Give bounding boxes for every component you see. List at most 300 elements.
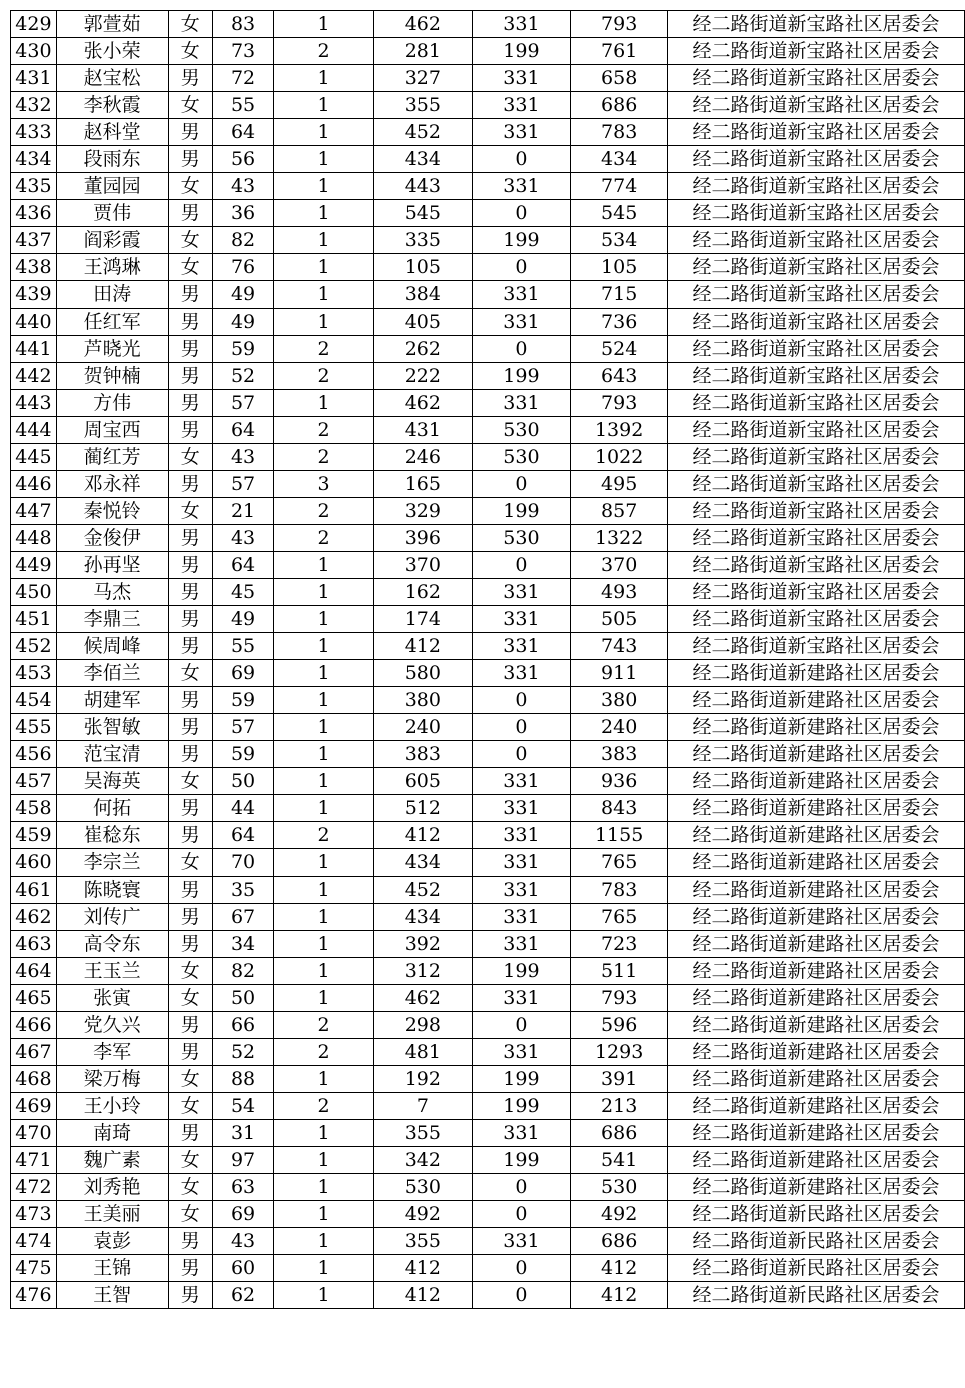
amount-b-cell: 199 xyxy=(472,1065,571,1092)
total-amount-cell: 412 xyxy=(571,1255,668,1282)
community-committee-cell: 经二路街道新宝路社区居委会 xyxy=(668,92,965,119)
row-number-cell: 471 xyxy=(11,1146,57,1173)
gender-cell: 男 xyxy=(168,687,212,714)
household-size-cell: 1 xyxy=(274,957,374,984)
name-cell: 王锦 xyxy=(56,1255,168,1282)
community-committee-cell: 经二路街道新民路社区居委会 xyxy=(668,1228,965,1255)
name-cell: 段雨东 xyxy=(56,146,168,173)
row-number-cell: 462 xyxy=(11,903,57,930)
name-cell: 王美丽 xyxy=(56,1201,168,1228)
total-amount-cell: 765 xyxy=(571,849,668,876)
row-number-cell: 434 xyxy=(11,146,57,173)
table-row xyxy=(11,173,965,200)
household-size-cell: 1 xyxy=(274,741,374,768)
community-committee-cell: 经二路街道新宝路社区居委会 xyxy=(668,443,965,470)
amount-a-cell: 412 xyxy=(374,633,473,660)
household-size-cell: 1 xyxy=(274,578,374,605)
name-cell: 吴海英 xyxy=(56,768,168,795)
total-amount-cell: 643 xyxy=(571,362,668,389)
amount-a-cell: 530 xyxy=(374,1174,473,1201)
gender-cell: 男 xyxy=(168,1038,212,1065)
name-cell: 范宝清 xyxy=(56,741,168,768)
age-cell: 72 xyxy=(212,65,273,92)
total-amount-cell: 1155 xyxy=(571,822,668,849)
age-cell: 50 xyxy=(212,984,273,1011)
age-cell: 34 xyxy=(212,930,273,957)
amount-b-cell: 0 xyxy=(472,1011,571,1038)
table-row xyxy=(11,903,965,930)
age-cell: 76 xyxy=(212,254,273,281)
community-committee-cell: 经二路街道新建路社区居委会 xyxy=(668,741,965,768)
community-committee-cell: 经二路街道新民路社区居委会 xyxy=(668,1255,965,1282)
household-size-cell: 1 xyxy=(274,200,374,227)
row-number-cell: 454 xyxy=(11,687,57,714)
total-amount-cell: 658 xyxy=(571,65,668,92)
table-row xyxy=(11,1282,965,1309)
household-size-cell: 1 xyxy=(274,146,374,173)
community-committee-cell: 经二路街道新宝路社区居委会 xyxy=(668,497,965,524)
table-row xyxy=(11,281,965,308)
table-body xyxy=(11,11,965,1309)
household-size-cell: 1 xyxy=(274,633,374,660)
community-committee-cell: 经二路街道新建路社区居委会 xyxy=(668,1146,965,1173)
row-number-cell: 464 xyxy=(11,957,57,984)
gender-cell: 男 xyxy=(168,903,212,930)
row-number-cell: 470 xyxy=(11,1119,57,1146)
table-row xyxy=(11,741,965,768)
gender-cell: 女 xyxy=(168,1174,212,1201)
community-committee-cell: 经二路街道新建路社区居委会 xyxy=(668,1119,965,1146)
amount-a-cell: 462 xyxy=(374,389,473,416)
community-committee-cell: 经二路街道新建路社区居委会 xyxy=(668,903,965,930)
age-cell: 35 xyxy=(212,876,273,903)
age-cell: 43 xyxy=(212,1228,273,1255)
amount-a-cell: 412 xyxy=(374,1282,473,1309)
gender-cell: 女 xyxy=(168,1092,212,1119)
name-cell: 王小玲 xyxy=(56,1092,168,1119)
total-amount-cell: 723 xyxy=(571,930,668,957)
amount-a-cell: 355 xyxy=(374,1228,473,1255)
community-committee-cell: 经二路街道新宝路社区居委会 xyxy=(668,254,965,281)
table-row xyxy=(11,660,965,687)
age-cell: 64 xyxy=(212,551,273,578)
amount-a-cell: 580 xyxy=(374,660,473,687)
total-amount-cell: 793 xyxy=(571,389,668,416)
amount-b-cell: 331 xyxy=(472,768,571,795)
gender-cell: 男 xyxy=(168,1255,212,1282)
table-row xyxy=(11,633,965,660)
row-number-cell: 466 xyxy=(11,1011,57,1038)
amount-a-cell: 396 xyxy=(374,524,473,551)
community-committee-cell: 经二路街道新建路社区居委会 xyxy=(668,660,965,687)
age-cell: 57 xyxy=(212,389,273,416)
row-number-cell: 449 xyxy=(11,551,57,578)
name-cell: 李秋霞 xyxy=(56,92,168,119)
table-row xyxy=(11,1011,965,1038)
community-committee-cell: 经二路街道新建路社区居委会 xyxy=(668,714,965,741)
amount-a-cell: 452 xyxy=(374,119,473,146)
total-amount-cell: 492 xyxy=(571,1201,668,1228)
total-amount-cell: 524 xyxy=(571,335,668,362)
community-committee-cell: 经二路街道新建路社区居委会 xyxy=(668,795,965,822)
household-size-cell: 3 xyxy=(274,470,374,497)
total-amount-cell: 686 xyxy=(571,1228,668,1255)
community-committee-cell: 经二路街道新建路社区居委会 xyxy=(668,849,965,876)
amount-a-cell: 412 xyxy=(374,1255,473,1282)
amount-a-cell: 605 xyxy=(374,768,473,795)
table-row xyxy=(11,389,965,416)
amount-b-cell: 331 xyxy=(472,606,571,633)
name-cell: 李佰兰 xyxy=(56,660,168,687)
household-size-cell: 1 xyxy=(274,281,374,308)
amount-b-cell: 331 xyxy=(472,849,571,876)
community-committee-cell: 经二路街道新宝路社区居委会 xyxy=(668,389,965,416)
amount-a-cell: 405 xyxy=(374,308,473,335)
row-number-cell: 468 xyxy=(11,1065,57,1092)
age-cell: 66 xyxy=(212,1011,273,1038)
age-cell: 57 xyxy=(212,714,273,741)
age-cell: 21 xyxy=(212,497,273,524)
total-amount-cell: 545 xyxy=(571,200,668,227)
amount-a-cell: 383 xyxy=(374,741,473,768)
age-cell: 49 xyxy=(212,281,273,308)
total-amount-cell: 412 xyxy=(571,1282,668,1309)
row-number-cell: 473 xyxy=(11,1201,57,1228)
amount-b-cell: 199 xyxy=(472,957,571,984)
amount-b-cell: 199 xyxy=(472,1092,571,1119)
row-number-cell: 433 xyxy=(11,119,57,146)
household-size-cell: 1 xyxy=(274,227,374,254)
community-committee-cell: 经二路街道新宝路社区居委会 xyxy=(668,335,965,362)
row-number-cell: 438 xyxy=(11,254,57,281)
name-cell: 候周峰 xyxy=(56,633,168,660)
amount-a-cell: 481 xyxy=(374,1038,473,1065)
gender-cell: 女 xyxy=(168,173,212,200)
amount-a-cell: 384 xyxy=(374,281,473,308)
household-size-cell: 2 xyxy=(274,443,374,470)
community-committee-cell: 经二路街道新建路社区居委会 xyxy=(668,957,965,984)
table-row xyxy=(11,714,965,741)
total-amount-cell: 495 xyxy=(571,470,668,497)
household-size-cell: 2 xyxy=(274,335,374,362)
row-number-cell: 439 xyxy=(11,281,57,308)
gender-cell: 女 xyxy=(168,1146,212,1173)
community-committee-cell: 经二路街道新建路社区居委会 xyxy=(668,1092,965,1119)
amount-a-cell: 312 xyxy=(374,957,473,984)
gender-cell: 男 xyxy=(168,200,212,227)
amount-a-cell: 434 xyxy=(374,146,473,173)
age-cell: 56 xyxy=(212,146,273,173)
data-table xyxy=(10,10,965,1309)
table-row xyxy=(11,11,965,38)
amount-b-cell: 530 xyxy=(472,416,571,443)
gender-cell: 男 xyxy=(168,416,212,443)
name-cell: 崔稔东 xyxy=(56,822,168,849)
name-cell: 高令东 xyxy=(56,930,168,957)
name-cell: 赵科堂 xyxy=(56,119,168,146)
total-amount-cell: 1322 xyxy=(571,524,668,551)
amount-a-cell: 462 xyxy=(374,984,473,1011)
gender-cell: 女 xyxy=(168,38,212,65)
total-amount-cell: 511 xyxy=(571,957,668,984)
gender-cell: 男 xyxy=(168,578,212,605)
amount-b-cell: 199 xyxy=(472,1146,571,1173)
table-row xyxy=(11,606,965,633)
age-cell: 49 xyxy=(212,308,273,335)
gender-cell: 男 xyxy=(168,470,212,497)
household-size-cell: 1 xyxy=(274,308,374,335)
age-cell: 43 xyxy=(212,443,273,470)
name-cell: 陈晓寰 xyxy=(56,876,168,903)
gender-cell: 男 xyxy=(168,1119,212,1146)
age-cell: 43 xyxy=(212,173,273,200)
name-cell: 贾伟 xyxy=(56,200,168,227)
gender-cell: 男 xyxy=(168,822,212,849)
total-amount-cell: 370 xyxy=(571,551,668,578)
amount-b-cell: 199 xyxy=(472,497,571,524)
amount-a-cell: 192 xyxy=(374,1065,473,1092)
row-number-cell: 436 xyxy=(11,200,57,227)
row-number-cell: 456 xyxy=(11,741,57,768)
total-amount-cell: 743 xyxy=(571,633,668,660)
total-amount-cell: 596 xyxy=(571,1011,668,1038)
amount-a-cell: 222 xyxy=(374,362,473,389)
total-amount-cell: 380 xyxy=(571,687,668,714)
total-amount-cell: 857 xyxy=(571,497,668,524)
name-cell: 孙再坚 xyxy=(56,551,168,578)
amount-b-cell: 0 xyxy=(472,200,571,227)
gender-cell: 男 xyxy=(168,741,212,768)
household-size-cell: 1 xyxy=(274,795,374,822)
name-cell: 田涛 xyxy=(56,281,168,308)
amount-a-cell: 512 xyxy=(374,795,473,822)
amount-a-cell: 298 xyxy=(374,1011,473,1038)
household-size-cell: 2 xyxy=(274,524,374,551)
table-row xyxy=(11,470,965,497)
row-number-cell: 459 xyxy=(11,822,57,849)
gender-cell: 女 xyxy=(168,984,212,1011)
gender-cell: 男 xyxy=(168,335,212,362)
amount-b-cell: 0 xyxy=(472,1282,571,1309)
amount-a-cell: 262 xyxy=(374,335,473,362)
row-number-cell: 431 xyxy=(11,65,57,92)
household-size-cell: 2 xyxy=(274,822,374,849)
row-number-cell: 450 xyxy=(11,578,57,605)
amount-b-cell: 530 xyxy=(472,443,571,470)
household-size-cell: 1 xyxy=(274,173,374,200)
amount-a-cell: 443 xyxy=(374,173,473,200)
name-cell: 何拓 xyxy=(56,795,168,822)
age-cell: 57 xyxy=(212,470,273,497)
age-cell: 52 xyxy=(212,362,273,389)
row-number-cell: 432 xyxy=(11,92,57,119)
age-cell: 60 xyxy=(212,1255,273,1282)
name-cell: 张小荣 xyxy=(56,38,168,65)
amount-b-cell: 331 xyxy=(472,822,571,849)
community-committee-cell: 经二路街道新宝路社区居委会 xyxy=(668,578,965,605)
amount-a-cell: 281 xyxy=(374,38,473,65)
amount-b-cell: 331 xyxy=(472,92,571,119)
gender-cell: 女 xyxy=(168,254,212,281)
household-size-cell: 2 xyxy=(274,362,374,389)
table-row xyxy=(11,200,965,227)
amount-b-cell: 331 xyxy=(472,903,571,930)
age-cell: 54 xyxy=(212,1092,273,1119)
name-cell: 王智 xyxy=(56,1282,168,1309)
gender-cell: 男 xyxy=(168,930,212,957)
amount-a-cell: 434 xyxy=(374,903,473,930)
amount-a-cell: 452 xyxy=(374,876,473,903)
row-number-cell: 446 xyxy=(11,470,57,497)
community-committee-cell: 经二路街道新宝路社区居委会 xyxy=(668,633,965,660)
amount-b-cell: 0 xyxy=(472,1255,571,1282)
community-committee-cell: 经二路街道新宝路社区居委会 xyxy=(668,606,965,633)
total-amount-cell: 686 xyxy=(571,1119,668,1146)
table-row xyxy=(11,1174,965,1201)
gender-cell: 男 xyxy=(168,389,212,416)
age-cell: 82 xyxy=(212,957,273,984)
household-size-cell: 1 xyxy=(274,930,374,957)
table-row xyxy=(11,146,965,173)
gender-cell: 女 xyxy=(168,11,212,38)
name-cell: 郭萱茹 xyxy=(56,11,168,38)
amount-b-cell: 0 xyxy=(472,1174,571,1201)
community-committee-cell: 经二路街道新宝路社区居委会 xyxy=(668,308,965,335)
household-size-cell: 1 xyxy=(274,1065,374,1092)
amount-b-cell: 331 xyxy=(472,11,571,38)
community-committee-cell: 经二路街道新建路社区居委会 xyxy=(668,1011,965,1038)
row-number-cell: 458 xyxy=(11,795,57,822)
age-cell: 45 xyxy=(212,578,273,605)
age-cell: 97 xyxy=(212,1146,273,1173)
table-row xyxy=(11,876,965,903)
amount-b-cell: 331 xyxy=(472,173,571,200)
row-number-cell: 451 xyxy=(11,606,57,633)
household-size-cell: 1 xyxy=(274,1201,374,1228)
gender-cell: 男 xyxy=(168,362,212,389)
gender-cell: 男 xyxy=(168,1228,212,1255)
row-number-cell: 475 xyxy=(11,1255,57,1282)
household-size-cell: 2 xyxy=(274,38,374,65)
name-cell: 邓永祥 xyxy=(56,470,168,497)
table-row xyxy=(11,335,965,362)
household-size-cell: 1 xyxy=(274,606,374,633)
age-cell: 67 xyxy=(212,903,273,930)
amount-b-cell: 331 xyxy=(472,281,571,308)
name-cell: 秦悦铃 xyxy=(56,497,168,524)
gender-cell: 男 xyxy=(168,714,212,741)
amount-b-cell: 331 xyxy=(472,876,571,903)
amount-a-cell: 7 xyxy=(374,1092,473,1119)
amount-b-cell: 331 xyxy=(472,389,571,416)
name-cell: 李宗兰 xyxy=(56,849,168,876)
household-size-cell: 2 xyxy=(274,1092,374,1119)
name-cell: 魏广素 xyxy=(56,1146,168,1173)
amount-b-cell: 0 xyxy=(472,335,571,362)
gender-cell: 女 xyxy=(168,497,212,524)
total-amount-cell: 686 xyxy=(571,92,668,119)
amount-b-cell: 331 xyxy=(472,578,571,605)
amount-b-cell: 0 xyxy=(472,254,571,281)
row-number-cell: 461 xyxy=(11,876,57,903)
household-size-cell: 1 xyxy=(274,714,374,741)
amount-b-cell: 530 xyxy=(472,524,571,551)
row-number-cell: 453 xyxy=(11,660,57,687)
amount-a-cell: 240 xyxy=(374,714,473,741)
name-cell: 张智敏 xyxy=(56,714,168,741)
community-committee-cell: 经二路街道新建路社区居委会 xyxy=(668,930,965,957)
amount-b-cell: 331 xyxy=(472,1119,571,1146)
row-number-cell: 440 xyxy=(11,308,57,335)
name-cell: 贺钟楠 xyxy=(56,362,168,389)
age-cell: 59 xyxy=(212,687,273,714)
amount-b-cell: 0 xyxy=(472,741,571,768)
community-committee-cell: 经二路街道新宝路社区居委会 xyxy=(668,119,965,146)
row-number-cell: 444 xyxy=(11,416,57,443)
community-committee-cell: 经二路街道新民路社区居委会 xyxy=(668,1282,965,1309)
row-number-cell: 467 xyxy=(11,1038,57,1065)
total-amount-cell: 534 xyxy=(571,227,668,254)
age-cell: 69 xyxy=(212,1201,273,1228)
community-committee-cell: 经二路街道新建路社区居委会 xyxy=(668,768,965,795)
household-size-cell: 1 xyxy=(274,551,374,578)
age-cell: 64 xyxy=(212,822,273,849)
household-size-cell: 1 xyxy=(274,254,374,281)
gender-cell: 男 xyxy=(168,65,212,92)
household-size-cell: 2 xyxy=(274,1038,374,1065)
community-committee-cell: 经二路街道新宝路社区居委会 xyxy=(668,173,965,200)
total-amount-cell: 391 xyxy=(571,1065,668,1092)
table-row xyxy=(11,254,965,281)
community-committee-cell: 经二路街道新民路社区居委会 xyxy=(668,1201,965,1228)
name-cell: 方伟 xyxy=(56,389,168,416)
amount-b-cell: 331 xyxy=(472,633,571,660)
total-amount-cell: 736 xyxy=(571,308,668,335)
table-row xyxy=(11,1119,965,1146)
community-committee-cell: 经二路街道新宝路社区居委会 xyxy=(668,11,965,38)
gender-cell: 女 xyxy=(168,957,212,984)
age-cell: 73 xyxy=(212,38,273,65)
age-cell: 70 xyxy=(212,849,273,876)
community-committee-cell: 经二路街道新建路社区居委会 xyxy=(668,1065,965,1092)
total-amount-cell: 911 xyxy=(571,660,668,687)
gender-cell: 男 xyxy=(168,1011,212,1038)
total-amount-cell: 383 xyxy=(571,741,668,768)
table-row xyxy=(11,984,965,1011)
community-committee-cell: 经二路街道新宝路社区居委会 xyxy=(668,146,965,173)
household-size-cell: 1 xyxy=(274,768,374,795)
table-row xyxy=(11,497,965,524)
name-cell: 张寅 xyxy=(56,984,168,1011)
household-size-cell: 1 xyxy=(274,984,374,1011)
household-size-cell: 2 xyxy=(274,1011,374,1038)
age-cell: 49 xyxy=(212,606,273,633)
gender-cell: 男 xyxy=(168,551,212,578)
amount-a-cell: 431 xyxy=(374,416,473,443)
age-cell: 36 xyxy=(212,200,273,227)
table-row xyxy=(11,1146,965,1173)
name-cell: 李军 xyxy=(56,1038,168,1065)
amount-b-cell: 331 xyxy=(472,1038,571,1065)
row-number-cell: 430 xyxy=(11,38,57,65)
name-cell: 阎彩霞 xyxy=(56,227,168,254)
total-amount-cell: 434 xyxy=(571,146,668,173)
total-amount-cell: 774 xyxy=(571,173,668,200)
amount-a-cell: 329 xyxy=(374,497,473,524)
row-number-cell: 469 xyxy=(11,1092,57,1119)
total-amount-cell: 105 xyxy=(571,254,668,281)
row-number-cell: 476 xyxy=(11,1282,57,1309)
